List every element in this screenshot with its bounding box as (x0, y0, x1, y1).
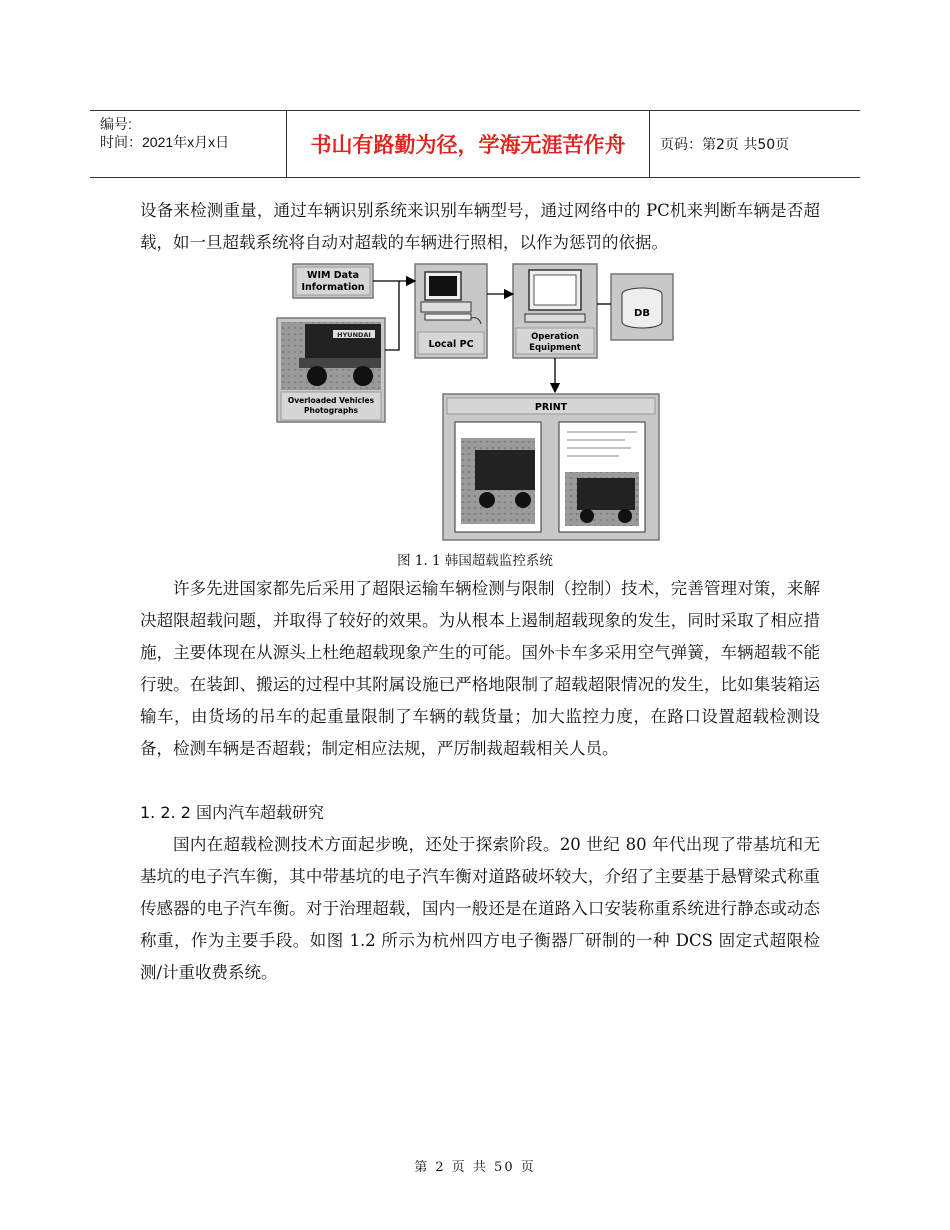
header-motto: 书山有路勤为径，学海无涯苦作舟 (287, 111, 650, 177)
local-pc-box (415, 264, 487, 358)
operation-label-2: Equipment (529, 343, 581, 353)
document-time-label: 时间：2021年x月x日 (100, 134, 230, 150)
wim-label-2: Information (301, 282, 365, 293)
paragraph-foreign-technology: 许多先进国家都先后采用了超限运输车辆检测与限制（控制）技术，完善管理对策，来解决超限超载问题，并取得了较好的效果。为从根本上遏制超载现象的发生，同时采取了相应措施，主要体现在从源头上杜绝超载现象产生的可能。国外卡车多采用空气弹簧，车辆超载不能行驶。在装卸、搬运的过程中其附属设施已严格地限制了超载超限情况的发生，比如集装箱运输车，由货场的吊车的起重量限制了车辆的载货量；加大监控力度，在路口设置超载检测设备，检测车辆是否超载；制定相应法规，严厉制裁超载相关人员。 (140, 579, 820, 758)
header-meta (90, 111, 287, 177)
print-label: PRINT (534, 402, 568, 413)
header-page-number: 页码：第2页 共50页 (660, 137, 790, 153)
intro-paragraph: 设备来检测重量，通过车辆识别系统来识别车辆型号，通过网络中的 PC机来判断车辆是否超载，如一旦超载系统将自动对超载的车辆进行照相，以作为惩罚的依据。 (140, 201, 820, 252)
paragraph-domestic-research: 国内在超载检测技术方面起步晚，还处于探索阶段。20 世纪 80 年代出现了带基坑和无基坑的电子汽车衡，其中带基坑的电子汽车衡对道路破坏较大，介绍了主要基于悬臂梁式称重传感器的电子汽车衡。对于治理超载，国内一般还是在道路入口安装称重系统进行静态或动态称重，作为主要手段。如图 1.2 所示为杭州四方电子衡器厂研制的一种 DCS 固定式超限检测/计重收费系统。 (140, 835, 820, 982)
database-box (611, 274, 673, 340)
wim-data-box (293, 264, 373, 298)
section-heading: 1. 2. 2 国内汽车超载研究 (140, 803, 324, 822)
local-pc-label: Local PC (428, 339, 474, 350)
document-number-label: 编号: (100, 116, 132, 132)
operation-label-1: Operation (531, 332, 579, 342)
figure-monitoring-system (275, 260, 685, 542)
system-diagram (275, 260, 685, 542)
page-header (90, 110, 860, 178)
vehicle-photo-box (277, 318, 385, 422)
photos-label-1: Overloaded Vehicles (287, 396, 375, 405)
figure-caption: 图 1. 1 韩国超载监控系统 (397, 553, 553, 569)
db-label: DB (634, 308, 650, 319)
print-box (443, 394, 659, 540)
page-footer: 第 2 页 共 50 页 (414, 1160, 536, 1175)
wim-label-1: WIM Data (306, 270, 360, 281)
photos-label-2: Photographs (303, 406, 359, 415)
truck-brand-label: HYUNDAI (337, 331, 371, 339)
operation-equipment-box (513, 264, 597, 358)
